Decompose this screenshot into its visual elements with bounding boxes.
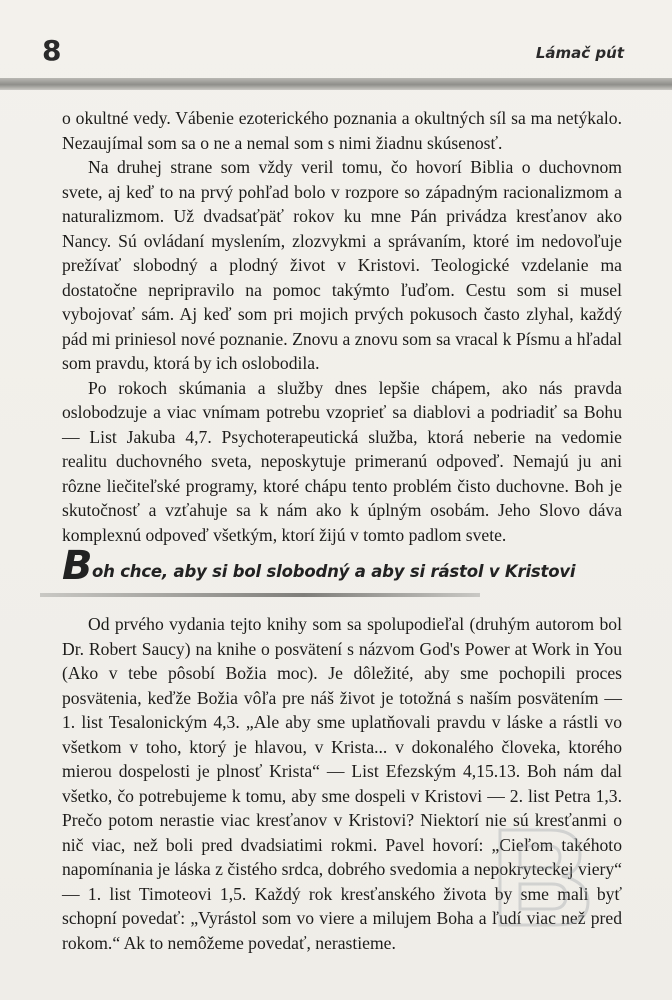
section-heading	[62, 543, 622, 598]
heading-text: oh chce, aby si bol slobodný a aby si rástol v Kristovi	[92, 562, 576, 581]
page-header	[0, 0, 672, 100]
paragraph: o okultné vedy. Vábenie ezoterického poznania a okultných síl sa ma netýkalo. Nezaujímal som sa o ne a nemal som s nimi žiadnu skúsenosť.	[62, 108, 622, 153]
header-rule	[0, 78, 672, 90]
heading-rule	[40, 593, 480, 597]
watermark-logo-icon	[480, 820, 600, 930]
paragraph: Po rokoch skúmania a služby dnes lepšie chápem, ako nás pravda oslobodzuje a viac vnímam potrebu vzoprieť sa diablovi a podriadiť sa Bohu — List Jakuba 4,7. Psychoterapeutická služba, ktorá neberie na vedomie realitu duchovného sveta, neposkytuje primeranú odpoveď. Nemajú ju ani rôzne liečiteľské programy, ktoré chápu tento problém čisto duchovne. Boh je skutočnosť a vzťahuje sa k nám ako k úplným osobám. Jeho Slovo dáva komplexnú odpoveď všetkým, ktorí žijú v tomto padlom svete.	[62, 377, 622, 545]
body-text-top	[62, 106, 622, 547]
paragraph: Na druhej strane som vždy veril tomu, čo hovorí Biblia o duchovnom svete, aj keď to na prvý pohľad bolo v rozpore so západným racionalizmom a naturalizmom. Už dvadsaťpäť rokov ku mne Pán privádza kresťanov ako Nancy. Sú ovládaní myslením, zlozvykmi a správaním, ktoré im nedovoľuje prežívať slobodný a plodný život v Kristovi. Teologické vzdelanie ma dostatočne nepripravilo na pomoc takýmto ľuďom. Cestu som si musel vybojovať sám. Aj keď som pri mojich prvých pokusoch často zlyhal, každý pád mi priniesol nové poznanie. Znovu a znovu som sa vracal k Písmu a hľadal som pravdu, ktorá by ich oslobodila.	[62, 157, 622, 373]
paragraph: Od prvého vydania tejto knihy som sa spolupodieľal (druhým autorom bol Dr. Robert Saucy) na knihe o posvätení s názvom God's Power at Work in You (Ako v tebe pôsobí Božia moc). Je dôležité, aby sme pochopili proces posvätenia, keďže Božia vôľa pre náš život je totožná s naším posvätením — 1. list Tesalonickým 4,3. „Ale aby sme uplatňovali pravdu v láske a rástli vo všetkom v toho, ktorý je hlavou, v Krista... v dokonalého človeka, ktorého mierou dospelosti je plnosť Krista“ — List Efezským 4,15.13. Boh nám dal všetko, čo potrebujeme k tomu, aby sme dospeli v Kristovi — 2. list Petra 1,3. Prečo potom nerastie viac kresťanov v Kristovi? Niektorí nie sú kresťanmi o nič viac, než boli pred dvadsiatimi rokmi. Pavel hovorí: „Cieľom takéhoto napomínania je láska z čistého srdca, dobrého svedomia a nepokryteckej viery“ — 1. list Timoteovi 1,5. Každý rok kresťanského života by sme mali byť schopní povedať: „Vyrástol som vo viere a milujem Boha a ľudí viac než pred rokom.“ Ak to nemôžeme povedať, nerastieme.	[62, 614, 622, 953]
running-title: Lámač pút	[535, 44, 624, 62]
heading-initial: B	[62, 543, 93, 589]
page-number: 8	[42, 34, 62, 67]
